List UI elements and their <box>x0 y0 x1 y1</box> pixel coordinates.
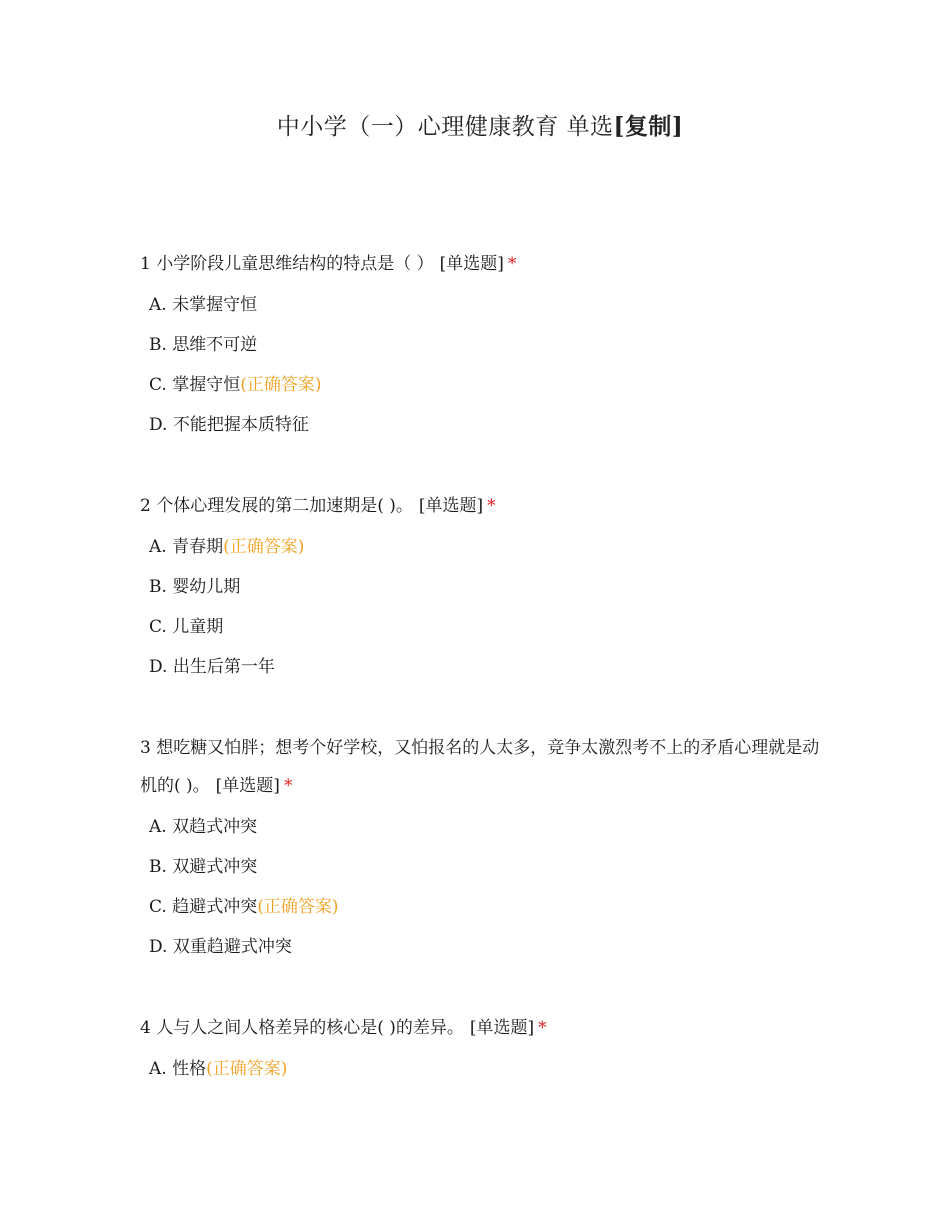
option-list <box>140 527 820 687</box>
option-b <box>140 847 820 887</box>
option-a <box>140 1049 820 1089</box>
option-list <box>140 807 820 967</box>
question-stem <box>140 245 820 283</box>
question-stem <box>140 1009 820 1047</box>
correct-answer-tag: (正确答案) <box>257 897 339 917</box>
question-number: 1 <box>140 254 151 274</box>
option-text: 婴幼儿期 <box>172 577 241 597</box>
option-text: 双趋式冲突 <box>172 817 258 837</box>
question-text: 小学阶段儿童思维结构的特点是（ ） <box>156 254 434 274</box>
question-type: [单选题] <box>469 1018 535 1038</box>
question-text: 个体心理发展的第二加速期是( )。 <box>156 496 413 516</box>
option-label: B. <box>149 577 167 597</box>
option-d <box>140 405 820 445</box>
correct-answer-tag: (正确答案) <box>206 1059 288 1079</box>
option-label: A. <box>149 817 167 837</box>
option-c <box>140 607 820 647</box>
option-text: 性格 <box>172 1059 207 1079</box>
question-type: [单选题] <box>215 776 280 796</box>
option-text: 不能把握本质特征 <box>172 415 309 435</box>
option-b <box>140 325 820 365</box>
title-suffix: [复制] <box>613 113 684 140</box>
option-label: A. <box>149 295 167 315</box>
required-mark: * <box>538 1018 547 1038</box>
option-label: C. <box>149 375 167 395</box>
option-c <box>140 365 820 405</box>
question-number: 4 <box>140 1018 151 1038</box>
question-text: 人与人之间人格差异的核心是( )的差异。 <box>156 1018 464 1038</box>
option-text: 双避式冲突 <box>172 857 258 877</box>
option-list <box>140 1049 820 1089</box>
option-label: C. <box>149 617 167 637</box>
question-4 <box>140 1009 820 1089</box>
option-a <box>140 285 820 325</box>
required-mark: * <box>283 776 293 796</box>
option-label: A. <box>149 1059 167 1079</box>
correct-answer-tag: (正确答案) <box>223 537 305 557</box>
question-text: 想吃糖又怕胖；想考个好学校，又怕报名的人太多，竞争太激烈考不上的矛盾心理就是动机的( )。 <box>140 738 820 796</box>
correct-answer-tag: (正确答案) <box>240 375 322 395</box>
option-a <box>140 527 820 567</box>
option-label: D. <box>149 657 168 677</box>
question-1 <box>140 245 820 445</box>
option-text: 双重趋避式冲突 <box>172 937 292 957</box>
option-text: 趋避式冲突 <box>172 897 258 917</box>
option-label: B. <box>149 857 167 877</box>
required-mark: * <box>507 254 517 274</box>
question-stem <box>140 487 820 525</box>
option-text: 儿童期 <box>172 617 224 637</box>
required-mark: * <box>487 496 496 516</box>
option-a <box>140 807 820 847</box>
option-label: D. <box>149 937 168 957</box>
option-label: B. <box>149 335 167 355</box>
question-type: [单选题] <box>418 496 484 516</box>
option-label: A. <box>149 537 167 557</box>
option-b <box>140 567 820 607</box>
question-number: 2 <box>140 496 151 516</box>
option-label: C. <box>149 897 167 917</box>
question-number: 3 <box>140 738 151 758</box>
option-d <box>140 927 820 967</box>
option-text: 未掌握守恒 <box>172 295 258 315</box>
option-label: D. <box>149 415 168 435</box>
option-text: 思维不可逆 <box>172 335 258 355</box>
option-c <box>140 887 820 927</box>
question-2 <box>140 487 820 687</box>
option-text: 掌握守恒 <box>172 375 241 395</box>
page-title <box>0 108 950 141</box>
option-text: 青春期 <box>172 537 224 557</box>
question-type: [单选题] <box>439 254 504 274</box>
option-text: 出生后第一年 <box>172 657 275 677</box>
option-list <box>140 285 820 445</box>
question-3 <box>140 729 820 967</box>
title-main: 中小学（一）心理健康教育 单选 <box>276 114 614 140</box>
question-stem <box>140 729 820 805</box>
option-d <box>140 647 820 687</box>
